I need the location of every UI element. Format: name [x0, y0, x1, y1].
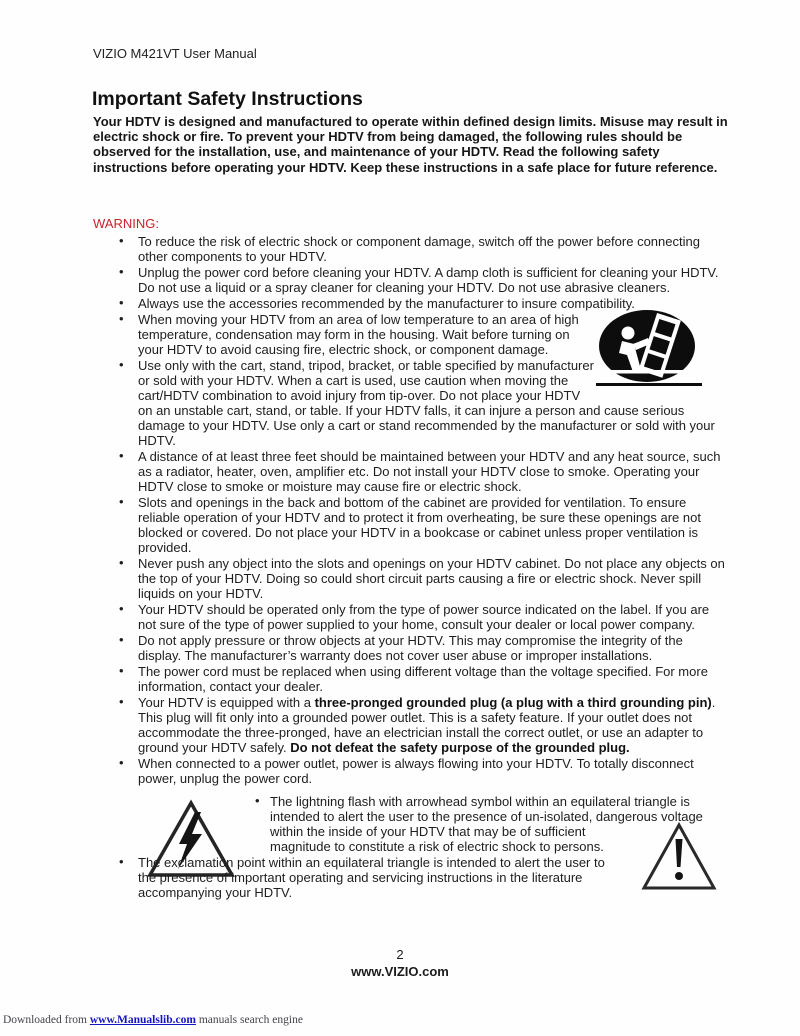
- bullet-text: [138, 312, 579, 357]
- warning-list: [93, 234, 728, 902]
- bullet-text-segment: Your HDTV should be operated only from the type of power source indicated on the label. If you are not sure of the type of power supplied to your home, consult your dealer or local power company.: [138, 602, 710, 632]
- bullet-text: [138, 449, 720, 494]
- warning-bullet: [93, 855, 728, 900]
- bullet-text: [138, 234, 700, 264]
- bullet-dot-icon: •: [119, 755, 124, 770]
- warning-bullet: [93, 449, 728, 494]
- bullet-dot-icon: •: [119, 632, 124, 647]
- warning-bullet-nested: [93, 794, 728, 854]
- bullet-dot-icon: •: [119, 555, 124, 570]
- bullet-text: [138, 265, 719, 295]
- bullet-text: [138, 358, 715, 448]
- bullet-text-segment: . This plug will fit only into a grounded power outlet. This is a safety feature. If your outlet does not accommodate the three-pronged, have an electrician install the correct outlet, or use an adapter to ground your HDTV safely.: [138, 695, 716, 755]
- bullet-text: [138, 855, 605, 900]
- bullet-text-segment: Slots and openings in the back and bottom of the cabinet are provided for ventilation. To ensure reliable operation of your HDTV and to protect it from overheating, be sure these openings are not blocked or covered. Do not place your HDTV in a bookcase or cabinet unless proper ventilation is provided.: [138, 495, 701, 555]
- bullet-text: [138, 695, 715, 755]
- bullet-text: [138, 602, 709, 632]
- bullet-text-segment: voltage within the inside of your HDTV that may be of sufficient magnitude to constitute a risk of electric shock to persons.: [270, 809, 703, 854]
- bullet-dot-icon: •: [119, 357, 124, 372]
- warning-bullet: [93, 756, 728, 786]
- bullet-text-segment: Your HDTV is equipped with a: [138, 695, 315, 710]
- intro-paragraph: Your HDTV is designed and manufactured to operate within defined design limits. Misuse may result in electric shock or fire. To prevent your HDTV from being damaged, the following rules should be observed for the installation, use, and maintenance of your HDTV. Read the following safety instructions before operating your HDTV. Keep these instructions in a safe place for future reference.: [93, 114, 728, 175]
- bullet-dot-icon: •: [119, 233, 124, 248]
- bullet-dot-icon: •: [255, 793, 260, 808]
- bullet-dot-icon: •: [119, 694, 124, 709]
- warning-bullet: [93, 495, 728, 555]
- bullet-dot-icon: •: [119, 663, 124, 678]
- bullet-text-segment: A distance of at least three feet should be maintained between your HDTV and any heat source, such as a radiator, heater, oven, amplifier etc. Do not install your HDTV close to smoke. Operating your HDTV close to smoke or moisture may cause fire or electric shock.: [138, 449, 721, 494]
- watermark-prefix: Downloaded from: [3, 1014, 90, 1026]
- page-title: Important Safety Instructions: [92, 88, 363, 110]
- bullet-text-segment: Never push any object into the slots and openings on your HDTV cabinet. Do not place any objects on the top of your HDTV. Doing so could short circuit parts causing a fire or electric shock. Never spill liquids on your HDTV.: [138, 556, 725, 601]
- bullet-text-segment: When moving your HDTV from an area of low temperature to an area of high temperature, condensation may form in the housing. Wait before turning on your HDTV to avoid causing fire, electric shock, or component damage.: [138, 312, 579, 357]
- page-header: VIZIO M421VT User Manual: [93, 46, 257, 61]
- watermark-suffix: manuals search engine: [195, 1014, 303, 1026]
- bullet-dot-icon: •: [119, 448, 124, 463]
- bullet-text-segment: Use only with the cart, stand, tripod, bracket, or table specified by manufacturer or sold with your HDTV. When a cart is used, use caution when moving the cart/HDTV combination to avoid injury from tip-over. Do not place your HDTV on an unstable cart, stand, or table. If your HDTV falls, it can injure a person and cause serious damage to your HDTV. Use only a cart or stand recommended by the manufacturer or sold with your HDTV.: [138, 358, 715, 448]
- bullet-text: [138, 556, 725, 601]
- warning-bullet: [93, 695, 728, 755]
- bullet-text: [138, 756, 694, 786]
- bullet-text: [270, 794, 703, 854]
- bullet-text: [138, 296, 635, 311]
- bullet-text-segment: The lightning flash with arrowhead symbol within an equilateral triangle is intended to alert the user to the presence of un-isolated, dangerous: [270, 794, 690, 824]
- warning-bullet: [93, 664, 728, 694]
- warning-bullet: [93, 358, 728, 448]
- warning-bullet: [93, 234, 728, 264]
- bullet-dot-icon: •: [119, 601, 124, 616]
- bullet-dot-icon: •: [119, 295, 124, 310]
- bullet-text: [138, 633, 683, 663]
- bullet-dot-icon: •: [119, 311, 124, 326]
- warning-bullet: [93, 602, 728, 632]
- bullet-text-segment: When connected to a power outlet, power is always flowing into your HDTV. To totally disconnect power, unplug the power cord.: [138, 756, 694, 786]
- bullet-text-bold-segment: Do not defeat the safety purpose of the grounded plug.: [290, 740, 630, 755]
- page-footer: [0, 946, 800, 980]
- bullet-dot-icon: •: [119, 264, 124, 279]
- warning-bullet: [93, 633, 728, 663]
- warning-label: WARNING:: [93, 216, 159, 231]
- bullet-text: [138, 495, 701, 555]
- bullet-text-segment: The exclamation point within an equilateral triangle is intended to alert the user to the presence of important operating and servicing instructions in the literature accompanying your HDTV.: [138, 855, 605, 900]
- bullet-text: [138, 664, 708, 694]
- warning-bullet: [93, 312, 728, 357]
- bullet-text-segment: Do not apply pressure or throw objects at your HDTV. This may compromise the integrity of the display. The manufacturer’s warranty does not cover user abuse or improper installations.: [138, 633, 683, 663]
- vizio-website-text: www.VIZIO.com: [351, 964, 449, 979]
- warning-bullet: [93, 556, 728, 601]
- watermark: [3, 1014, 303, 1026]
- bullet-text-segment: Unplug the power cord before cleaning your HDTV. A damp cloth is sufficient for cleaning your HDTV. Do not use a liquid or a spray cleaner for cleaning your HDTV. Do not use abrasive cleaners.: [138, 265, 719, 295]
- bullet-dot-icon: •: [119, 494, 124, 509]
- manualslib-link[interactable]: www.Manualslib.com: [89, 1014, 196, 1026]
- bullet-text-segment: The power cord must be replaced when using different voltage than the voltage specified. For more information, contact your dealer.: [138, 664, 708, 694]
- bullet-dot-icon: •: [119, 854, 124, 869]
- bullet-text-bold-segment: three-pronged grounded plug (a plug with a third grounding pin): [314, 695, 712, 710]
- bullet-text-segment: Always use the accessories recommended by the manufacturer to insure compatibility.: [138, 296, 635, 311]
- bullet-text-segment: To reduce the risk of electric shock or component damage, switch off the power before connecting other components to your HDTV.: [138, 234, 700, 264]
- page-number: 2: [396, 947, 404, 962]
- warning-bullet: [93, 265, 728, 295]
